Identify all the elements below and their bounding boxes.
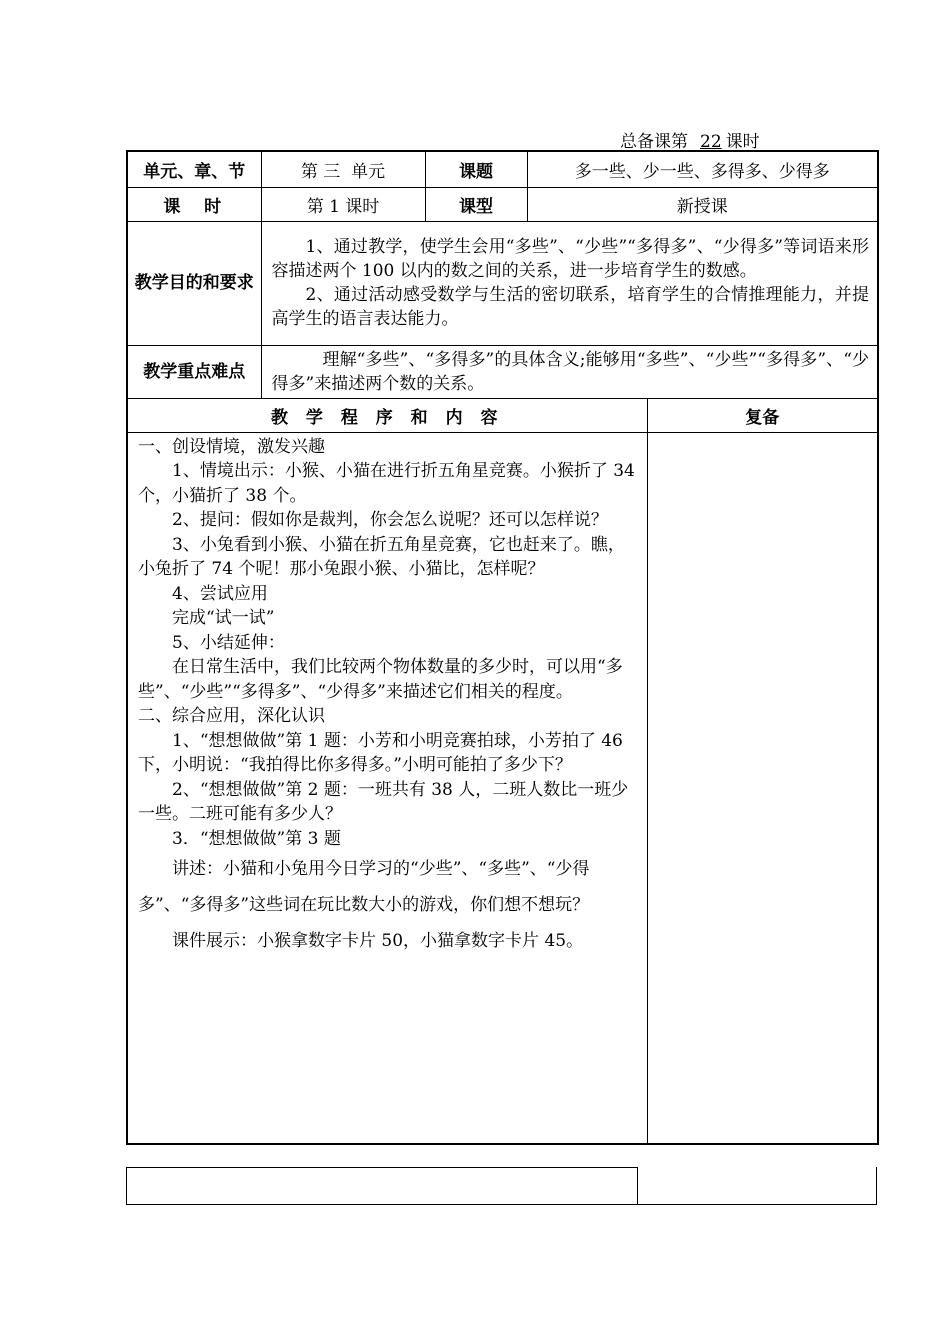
step-1-4: 4、尝试应用: [172, 583, 268, 604]
total-lesson-suffix: 课时: [725, 132, 760, 152]
unit-label: 单元、章、节: [127, 151, 261, 187]
step-1-3: 3、小兔看到小猴、小猫在折五角星竞赛，它也赶来了。瞧，小兔折了 74 个呢！那小兔跟小猴、小猫比，怎样呢？: [138, 534, 625, 579]
total-lesson-prefix: 总备课第: [620, 132, 688, 152]
period-value: 第 1 课时: [261, 187, 425, 221]
goals-content: [261, 221, 878, 345]
keypoints-content: [261, 345, 878, 398]
step-2-3-courseware: 课件展示：小猴拿数字卡片 50，小猫拿数字卡片 45。: [172, 931, 584, 951]
step-2-1: 1、“想想做做”第 1 题：小芳和小明竞赛拍球，小芳拍了 46 下，小明说：“我拍得比你多得多。”小明可能拍了多少下？: [138, 730, 623, 775]
step-1-1: 1、情境出示：小猴、小猫在进行折五角星竞赛。小猴折了 34 个，小猫折了 38 个。: [138, 461, 635, 506]
next-page-table-fragment: [126, 1167, 876, 1205]
topic-label: 课题: [425, 151, 527, 187]
step-1-5: 5、小结延伸：: [172, 632, 285, 653]
topic-value: 多一些、少一些、多得多、少得多: [527, 151, 878, 187]
fragment-left-cell: [126, 1167, 638, 1205]
keypoints-label: [127, 345, 261, 398]
goals-label-text: 教学目的和要求: [134, 273, 254, 293]
goal-2: 2、通过活动感受数学与生活的密切联系，培育学生的合情推理能力，并提高学生的语言表达能力。: [271, 285, 869, 329]
content-row: [127, 432, 878, 1144]
type-label: 课型: [425, 187, 527, 221]
section-2-title: 二、综合应用，深化认识: [138, 706, 325, 726]
period-label: 课 时: [127, 187, 261, 221]
fragment-right-cell: [637, 1167, 877, 1205]
section-1-title: 一、创设情境，激发兴趣: [138, 436, 325, 457]
procedure-content: [127, 432, 647, 1144]
step-1-2: 2、提问：假如你是裁判，你会怎么说呢？还可以怎样说？: [172, 510, 608, 530]
unit-row: [127, 151, 878, 187]
period-row: [127, 187, 878, 221]
type-value: 新授课: [527, 187, 878, 221]
prep-content: [647, 432, 878, 1144]
step-2-2: 2、“想想做做”第 2 题：一班共有 38 人，二班人数比一班少一些。二班可能有多少人？: [138, 779, 629, 824]
goals-label: [127, 221, 261, 345]
step-2-3-narration: 讲述：小猫和小兔用今日学习的“少些”、“多些”、“少得多”、“多得多”这些词在玩比数大小的游戏，你们想不想玩？: [138, 859, 590, 915]
procedure-header: 教 学 程 序 和 内 容: [127, 398, 647, 432]
prep-header: 复备: [647, 398, 878, 432]
keypoints-text: 理解“多些”、“多得多”的具体含义;能够用“多些”、“少些”“多得多”、“少得多”来描述两个数的关系。: [271, 349, 869, 394]
keypoints-label-text: 教学重点难点: [143, 361, 246, 382]
keypoints-row: [127, 345, 878, 398]
lesson-plan-table: [126, 150, 879, 1145]
goals-row: [127, 221, 878, 345]
total-lesson-count: [620, 127, 760, 152]
total-lesson-number: 22: [700, 132, 722, 152]
step-2-3: 3．“想想做做”第 3 题: [172, 828, 341, 849]
step-1-4-task: 完成“试一试”: [172, 608, 275, 628]
goal-1: 1、通过教学，使学生会用“多些”、“少些”“多得多”、“少得多”等词语来形容描述两个 100 以内的数之间的关系，进一步培育学生的数感。: [271, 237, 869, 281]
unit-value: 第 三 单元: [261, 151, 425, 187]
procedure-header-row: [127, 398, 878, 432]
step-1-5-summary: 在日常生活中，我们比较两个物体数量的多少时，可以用“多些”、“少些”“多得多”、“少得多”来描述它们相关的程度。: [138, 657, 623, 702]
